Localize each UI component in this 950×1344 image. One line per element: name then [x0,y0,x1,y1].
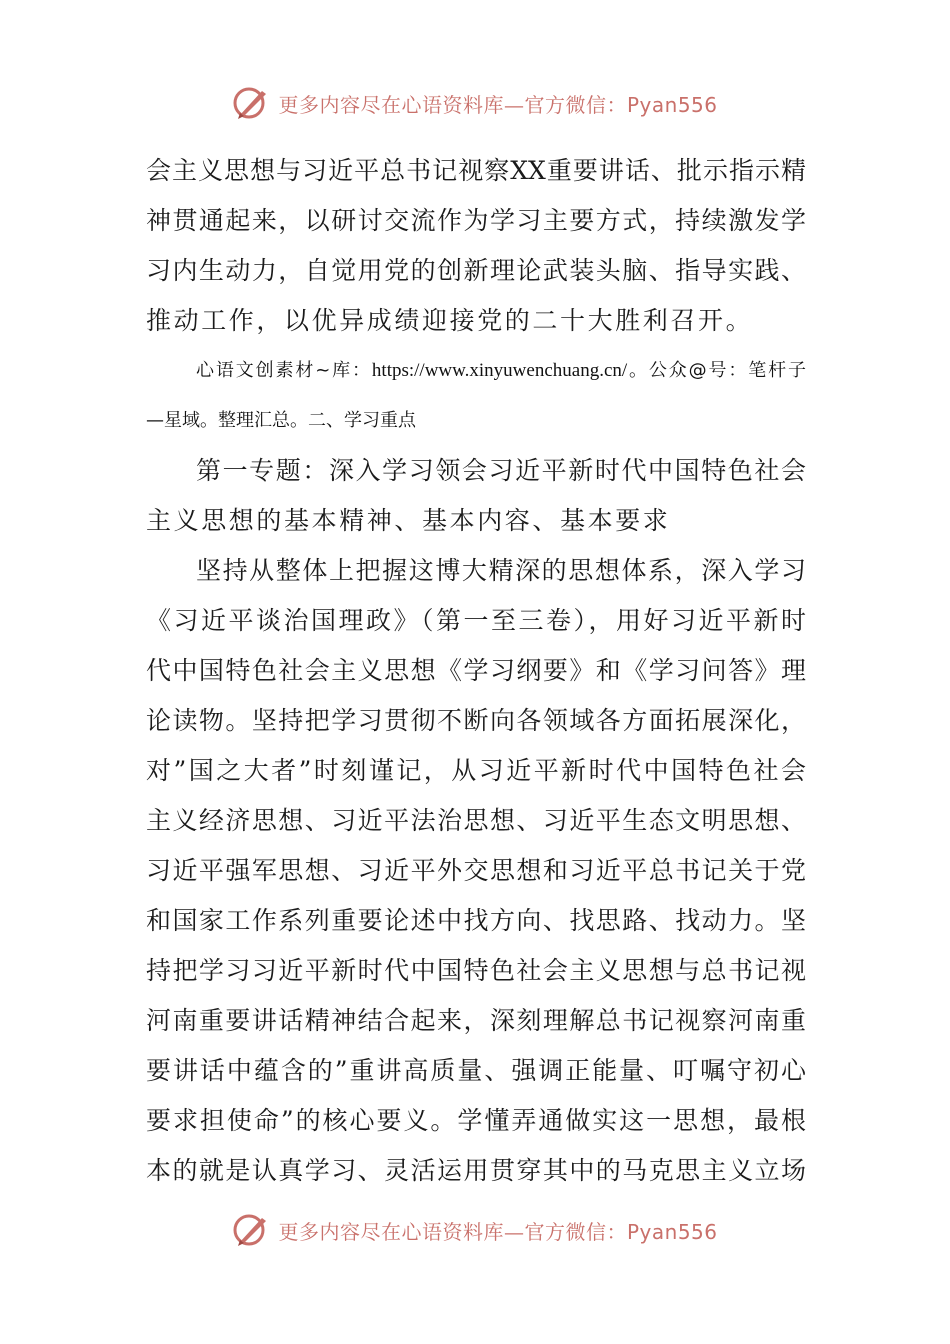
banner-text: 更多内容尽在心语资料库—官方微信：Pyan556 [278,92,718,117]
text-line: 代中国特色社会主义思想《学习纲要》和《学习问答》理 [146,656,806,685]
text-line: 要求担使命”的核心要义。学懂弄通做实这一思想，最根 [146,1106,806,1135]
footer-banner [0,1210,950,1250]
text-line: 持把学习习近平新时代中国特色社会主义思想与总书记视 [146,956,806,985]
source-note-line2: —星域。整理汇总。二、学习重点 [146,410,416,431]
text-line: 论读物。坚持把学习贯彻不断向各领域各方面拓展深化， [146,706,806,735]
text-line: 河南重要讲话精神结合起来，深刻理解总书记视察河南重 [146,1006,806,1035]
quill-logo-icon [232,1212,272,1248]
header-banner [0,83,950,123]
text-line: 和国家工作系列重要论述中找方向、找思路、找动力。坚 [146,906,806,935]
source-note: 心语文创素材~库：https://www.xinyuwenchuang.cn/。公众@号：笔杆子 [196,360,806,381]
section-heading: 主义思想的基本精神、基本内容、基本要求 [146,506,671,535]
text-line: 坚持从整体上把握这博大精深的思想体系，深入学习 [196,556,806,585]
source-url: https://www.xinyuwenchuang.cn/ [371,360,628,381]
banner-text: 更多内容尽在心语资料库—官方微信：Pyan556 [278,1219,718,1244]
text-line: 要讲话中蕴含的”重讲高质量、强调正能量、叮嘱守初心 [146,1056,806,1085]
text-line: 神贯通起来，以研讨交流作为学习主要方式，持续激发学 [146,206,806,235]
text-line: 本的就是认真学习、灵活运用贯穿其中的马克思主义立场 [146,1156,806,1185]
text-line: 习内生动力，自觉用党的创新理论武装头脑、指导实践、 [146,256,806,285]
text-line: 主义经济思想、习近平法治思想、习近平生态文明思想、 [146,806,806,835]
document-body [146,146,806,1196]
text-line: 《习近平谈治国理政》（第一至三卷），用好习近平新时 [146,606,806,635]
text-line: 推动工作，以优异成绩迎接党的二十大胜利召开。 [146,306,754,335]
text-line: 会主义思想与习近平总书记视察XX重要讲话、批示指示精 [146,156,806,185]
text-line: 对”国之大者”时刻谨记，从习近平新时代中国特色社会 [146,756,806,785]
text-line: 习近平强军思想、习近平外交思想和习近平总书记关于党 [146,856,806,885]
quill-logo-icon [232,85,272,121]
section-heading: 第一专题：深入学习领会习近平新时代中国特色社会 [196,456,806,485]
